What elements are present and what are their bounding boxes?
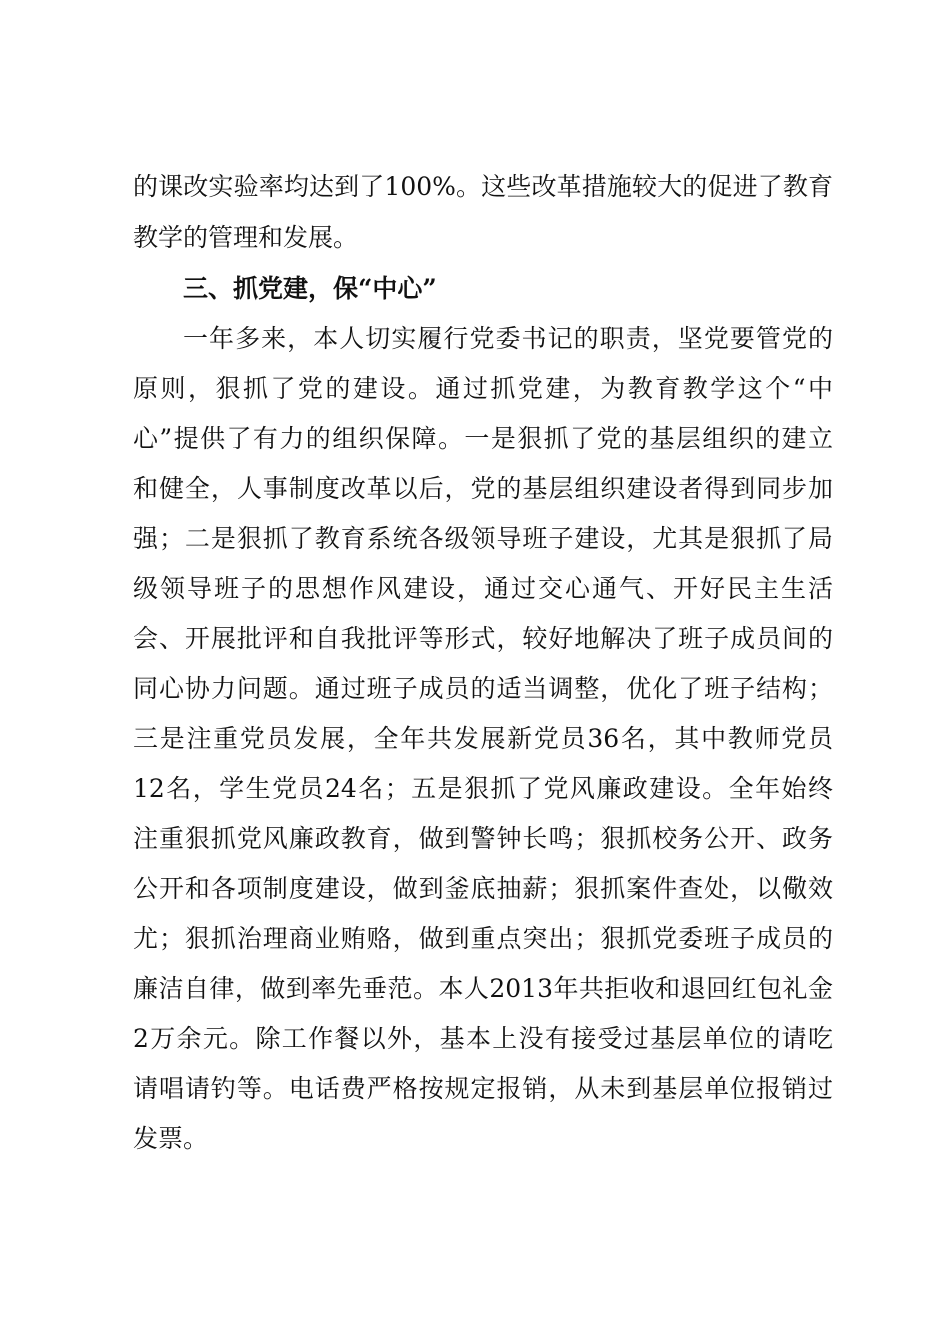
paragraph-line: 强；二是狠抓了教育系统各级领导班子建设，尤其是狠抓了局 — [133, 524, 833, 553]
paragraph-line: 心”提供了有力的组织保障。一是狠抓了党的基层组织的建立 — [133, 424, 833, 453]
paragraph-line: 级领导班子的思想作风建设，通过交心通气、开好民主生活 — [133, 574, 833, 603]
paragraph-line: 三是注重党员发展，全年共发展新党员36名，其中教师党员 — [133, 724, 833, 753]
paragraph-line: 一年多来，本人切实履行党委书记的职责，坚党要管党的 — [183, 324, 833, 353]
paragraph-line: 2万余元。除工作餐以外，基本上没有接受过基层单位的请吃 — [133, 1024, 833, 1053]
paragraph-line: 注重狠抓党风廉政教育，做到警钟长鸣；狠抓校务公开、政务 — [133, 824, 833, 853]
paragraph-line: 的课改实验率均达到了100%。这些改革措施较大的促进了教育 — [133, 172, 833, 201]
paragraph-line: 同心协力问题。通过班子成员的适当调整，优化了班子结构； — [133, 674, 833, 703]
paragraph-line: 教学的管理和发展。 — [133, 223, 359, 252]
paragraph-line: 12名，学生党员24名；五是狠抓了党风廉政建设。全年始终 — [133, 774, 833, 803]
paragraph-line: 请唱请钓等。电话费严格按规定报销，从未到基层单位报销过 — [133, 1074, 833, 1103]
paragraph-line: 原则，狠抓了党的建设。通过抓党建，为教育教学这个“中 — [133, 374, 833, 403]
paragraph-line: 和健全，人事制度改革以后，党的基层组织建设者得到同步加 — [133, 474, 833, 503]
paragraph-line: 发票。 — [133, 1124, 209, 1153]
paragraph-line: 尤；狠抓治理商业贿赂，做到重点突出；狠抓党委班子成员的 — [133, 924, 833, 953]
paragraph-line: 公开和各项制度建设，做到釜底抽薪；狠抓案件查处，以儆效 — [133, 874, 833, 903]
paragraph-line: 廉洁自律，做到率先垂范。本人2013年共拒收和退回红包礼金 — [133, 974, 833, 1003]
paragraph-line: 会、开展批评和自我批评等形式，较好地解决了班子成员间的 — [133, 624, 833, 653]
section-heading: 三、抓党建，保“中心” — [183, 274, 437, 303]
